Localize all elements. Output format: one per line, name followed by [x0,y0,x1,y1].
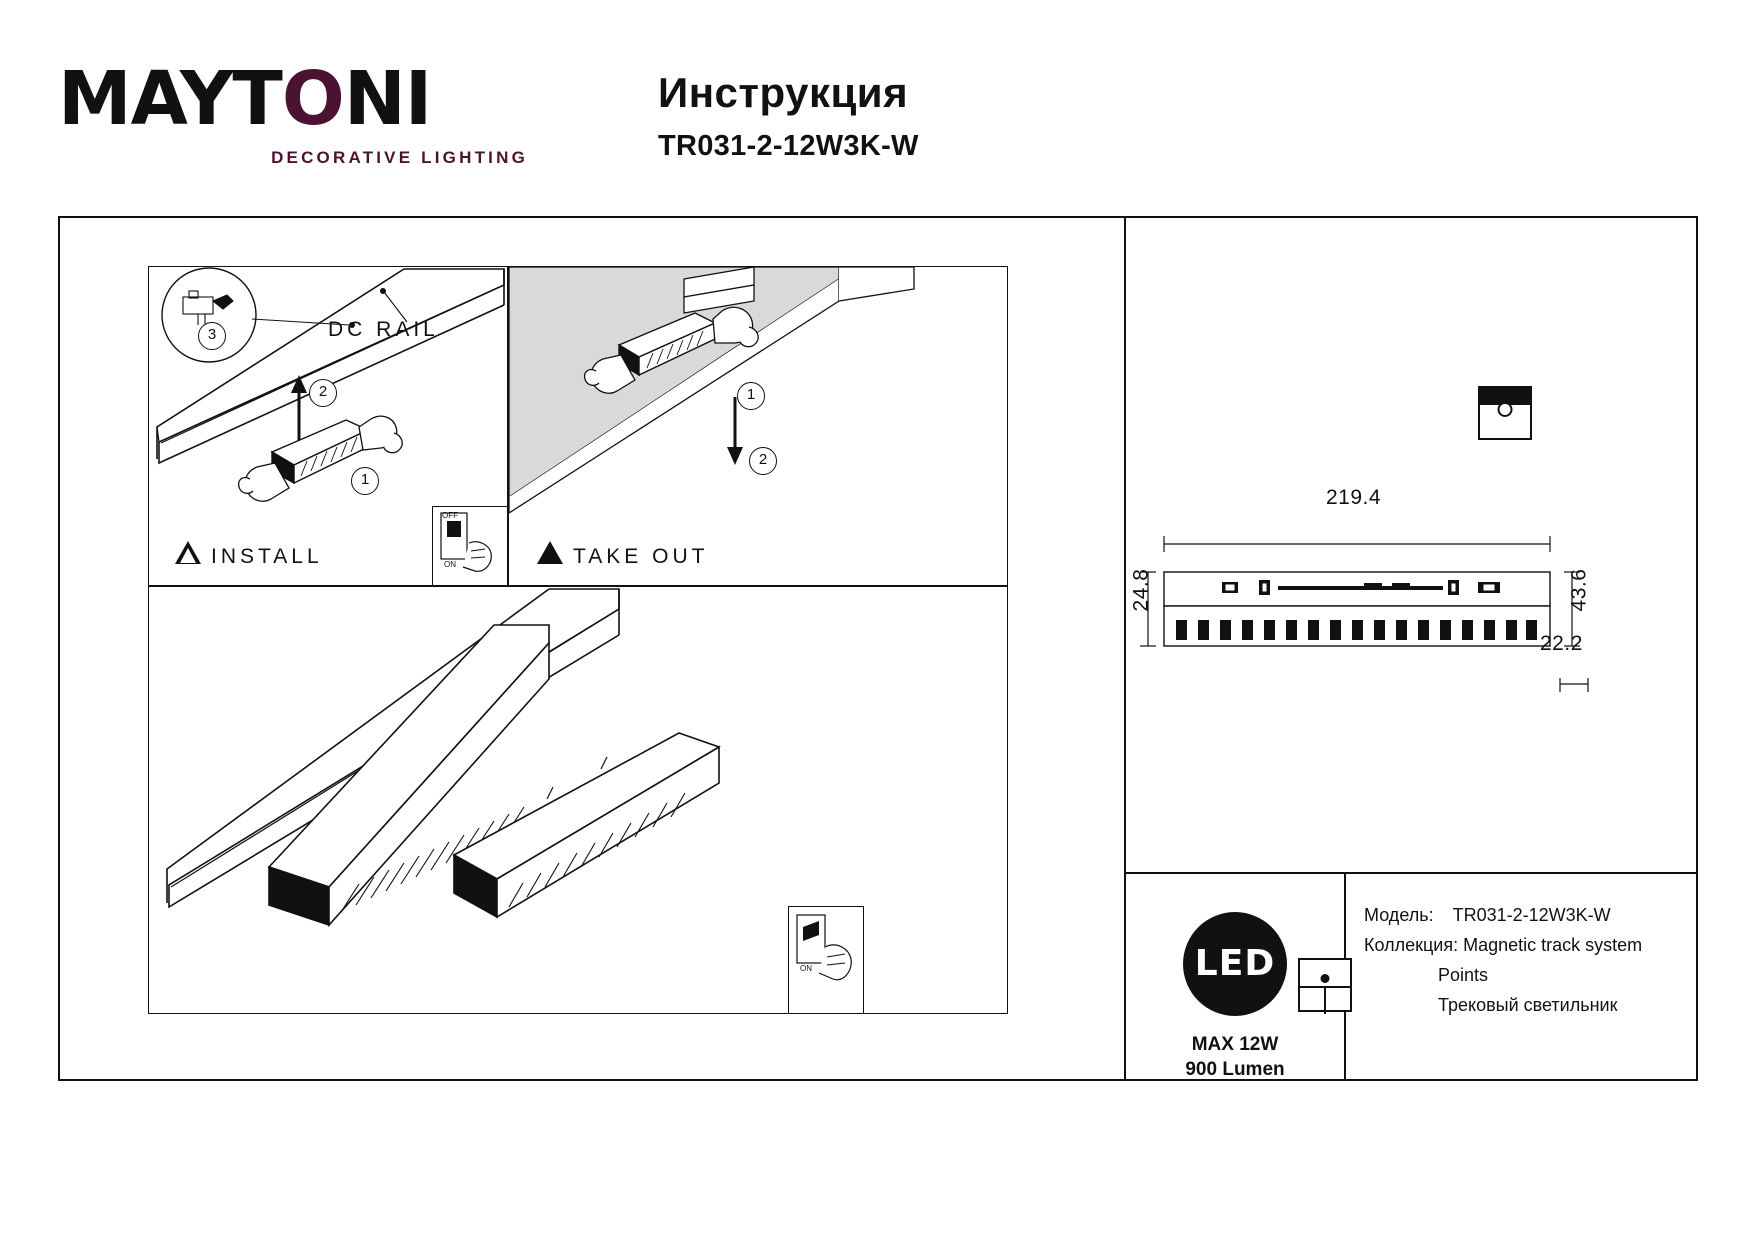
spec-type-value: Трековый светильник [1438,995,1618,1015]
panel-switch-inset-install [432,506,508,586]
product-bottom-icon [1298,958,1352,1012]
led-badge: LED [1183,912,1287,1016]
svg-text:ON: ON [800,964,812,973]
dimension-depth: 22.2 [1540,632,1583,655]
product-top-icon [1478,386,1532,440]
dimension-height-right: 43.6 [1567,568,1591,612]
brand-name: MAYTONI [58,56,432,142]
right-horizontal-divider [1126,872,1698,874]
brand-tagline: DECORATIVE LIGHTING [271,148,528,167]
dimension-drawing [1126,468,1698,908]
svg-text:ON: ON [444,560,456,569]
takeout-illustration [509,267,1006,584]
page-header [58,56,1698,192]
step-badge-takeout-2: 2 [749,447,777,475]
led-lumen: 900 Lumen [1185,1059,1285,1080]
svg-text:OFF: OFF [442,511,458,520]
step-badge-3: 3 [198,322,226,350]
overview-illustration [149,587,1006,1012]
led-max-power: MAX 12W [1191,1034,1279,1055]
spec-model-key: Модель: [1364,905,1434,925]
panel-switch-inset-overview [788,906,864,1014]
spec-collection-key: Коллекция: [1364,935,1459,955]
right-column [1126,218,1698,1079]
switch-illustration-a [433,507,506,584]
panel-takeout [508,266,1008,586]
brand-logo [58,56,528,168]
dimension-length: 219.4 [1326,486,1382,509]
takeout-caption: TAKE OUT [573,545,709,568]
model-code: TR031-2-12W3K-W [658,130,919,163]
main-frame [58,216,1698,1081]
step-badge-1: 1 [351,467,379,495]
spec-collection-value: Magnetic track system [1463,935,1643,955]
spec-row-model [1364,900,1694,930]
switch-illustration-b [789,907,862,1012]
spec-collection-value2: Points [1438,965,1489,985]
document-title-block [658,68,919,163]
spec-model-value: TR031-2-12W3K-W [1452,905,1611,925]
specifications-block [1364,900,1694,1020]
spec-row-collection [1364,930,1694,960]
install-caption: INSTALL [211,545,323,568]
step-badge-takeout-1: 1 [737,382,765,410]
page-title: Инструкция [658,69,909,116]
dimension-height-left: 24.8 [1129,568,1153,612]
step-badge-2: 2 [309,379,337,407]
panel-overview [148,586,1008,1014]
dc-rail-label: DC RAIL [328,318,439,341]
